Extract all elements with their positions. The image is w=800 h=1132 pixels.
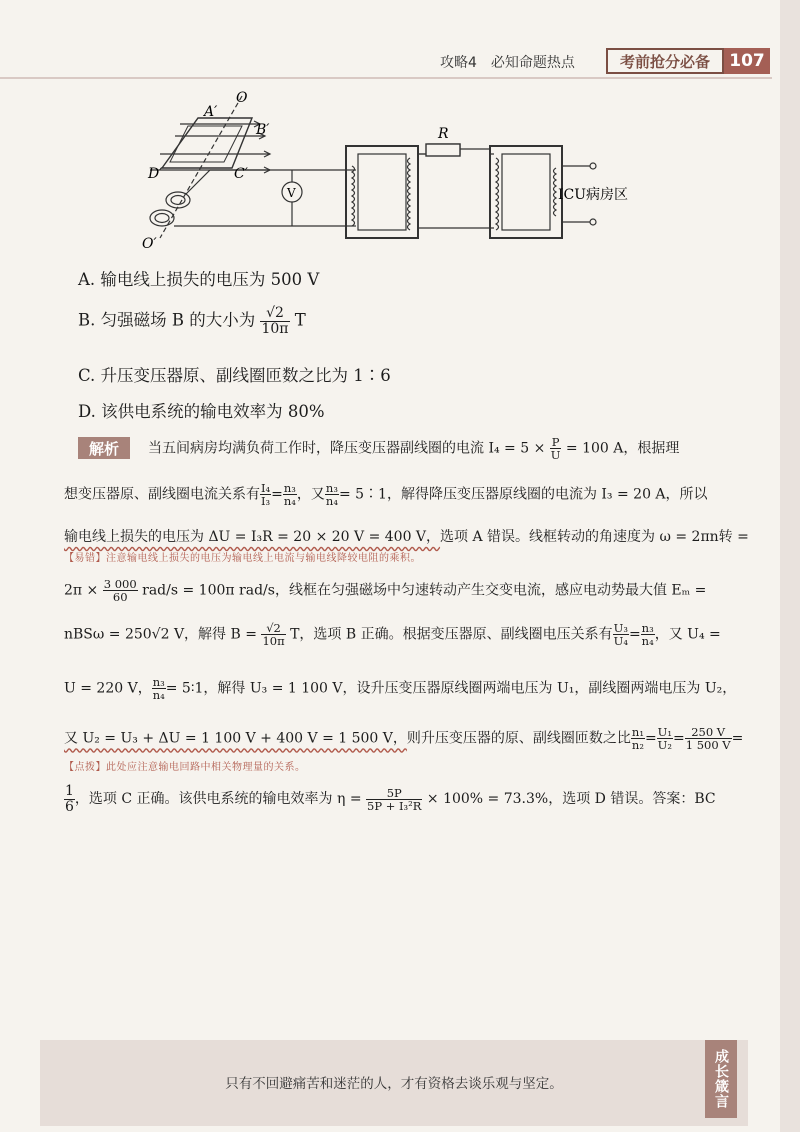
field-arrows bbox=[150, 121, 270, 173]
footer-motto: 只有不回避痛苦和迷茫的人，才有资格去谈乐观与坚定。 bbox=[225, 1076, 563, 1092]
analysis-line-2: 想变压器原、副线圈电流关系有 $\frac{\text{I₄}}{\text{I₃}}$ = $\frac{\text{n₃}}{\text{n₄}}$ ，又 $\frac{\text{n₃}}{\text{n₄}}$ = 5∶1，解得降压变压器原线圈的电流为 I₃ = 20 A，所以 bbox=[64, 481, 708, 509]
analysis-line-1: 当五间病房均满负荷工作时，降压变压器副线圈的电流 I₄ = 5 × $\frac{P}{U}$ = 100 A，根据理 bbox=[148, 435, 680, 463]
option-d: D. 该供电系统的输电效率为 80% bbox=[78, 402, 325, 421]
analysis-tag: 解析 bbox=[78, 437, 130, 459]
analysis-line-4: 2π × $\frac{3 000}{60}$ rad/s = 100π rad/s，线框在匀强磁场中匀速转动产生交变电流，感应电动势最大值 Eₘ = bbox=[64, 577, 707, 605]
option-b: B. 匀强磁场 B 的大小为 $\frac{√2}{10\pi}$ T bbox=[78, 305, 306, 337]
option-a: A. 输电线上损失的电压为 500 V bbox=[78, 270, 320, 289]
label-D-prime: D′ bbox=[148, 166, 163, 182]
label-V: V bbox=[287, 186, 296, 200]
page-edge bbox=[780, 0, 800, 1132]
resistor-R bbox=[426, 144, 460, 156]
note-error-prone: 【易错】注意输电线上损失的电压为输电线上电流与输电线降较电阻的乘积。 bbox=[64, 553, 421, 564]
section-banner: 考前抢分必备 bbox=[606, 48, 724, 74]
footer-badge: 成长箴言 bbox=[705, 1040, 737, 1118]
analysis-line-5: nBSω = 250√2 V，解得 B = $\frac{√2}{10\pi}$ T，选项 B 正确。根据变压器原、副线圈电压关系有 $\frac{\text{U₃}}{\text{U₄}}$ = $\frac{\text{n₃}}{\text{n₄}}$ ，又 U₄ = bbox=[64, 621, 721, 649]
analysis-line-7: 又 U₂ = U₃ + ΔU = 1 100 V + 400 V = 1 500 V，则升压变压器的原、副线圈匝数之比 $\frac{\text{n₁}}{\text{n₂}}$ = $\frac{\text{U₁}}{\text{U₂}}$ = $\frac{250 V}{1 500 V}$ = bbox=[64, 725, 744, 753]
note-tip: 【点拨】此处应注意输电回路中相关物理量的关系。 bbox=[64, 762, 306, 773]
analysis-line-3: 输电线上损失的电压为 ΔU = I₃R = 20 × 20 V = 400 V，选项 A 错误。线框转动的角速度为 ω = 2πn转 = bbox=[64, 529, 749, 545]
analysis-line-8: $\frac{1}{6}$ ，选项 C 正确。该供电系统的输电效率为 η = $\frac{5P}{\text{5P + I₃²R}}$ × 100% = 73.3%，选项 D 错误。答案：BC bbox=[65, 783, 716, 815]
header-divider bbox=[0, 77, 772, 79]
label-A-prime: A′ bbox=[204, 104, 218, 120]
label-icu: ICU病房区 bbox=[558, 187, 629, 203]
label-O-prime: O′ bbox=[142, 236, 157, 252]
chapter-title: 攻略4 必知命题热点 bbox=[440, 55, 575, 71]
label-O: O bbox=[236, 90, 248, 106]
analysis-line-6: U = 220 V， $\frac{\text{n₃}}{\text{n₄}}$ = 5∶1，解得 U₃ = 1 100 V，设升压变压器原线圈两端电压为 U₁，副线圈两端电压为 U₂， bbox=[64, 675, 737, 703]
label-C-prime: C′ bbox=[234, 166, 248, 182]
page-number: 107 bbox=[724, 48, 770, 74]
label-B-prime: B′ bbox=[256, 122, 270, 138]
option-c: C. 升压变压器原、副线圈匝数之比为 1∶6 bbox=[78, 366, 391, 385]
label-R: R bbox=[438, 126, 449, 142]
circuit-diagram bbox=[120, 88, 660, 258]
